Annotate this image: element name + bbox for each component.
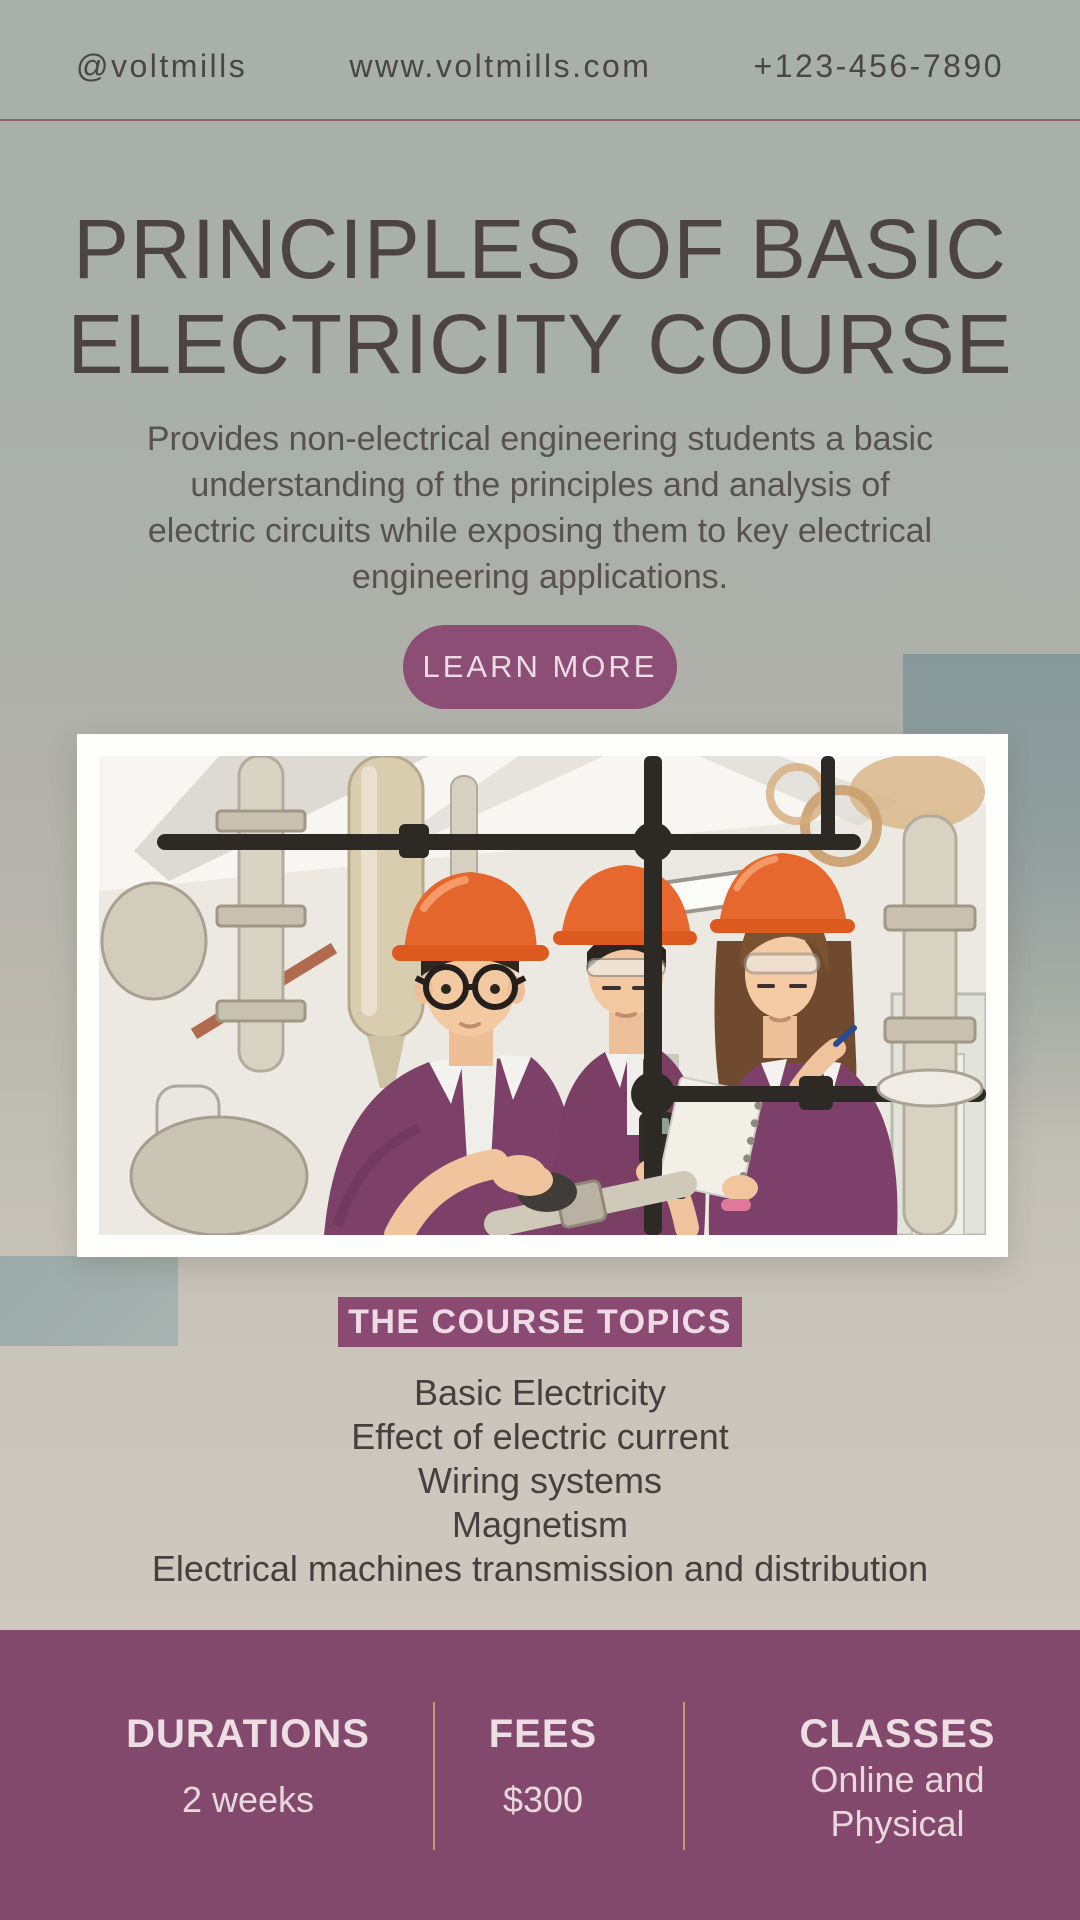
pink-wristband [721,1199,751,1211]
topic-item: Basic Electricity [413,1372,667,1413]
title-line-1: PRINCIPLES OF BASIC [73,202,1007,296]
topic-item: Wiring systems [417,1460,663,1501]
footer-col-classes [715,1710,1080,1846]
footer-col-fees [433,1710,653,1822]
fees-value: $300 [502,1779,584,1820]
classes-value: Online and Physical [810,1759,985,1844]
social-handle: @voltmills [76,48,248,84]
title-line-2: ELECTRICITY COURSE [67,297,1013,391]
footer-divider [683,1702,685,1850]
topics-heading: THE COURSE TOPICS [348,1302,732,1341]
top-bar [0,0,1080,121]
learn-more-button[interactable]: LEARN MORE [403,625,677,709]
description-line: electric circuits while exposing them to key electrical [147,512,933,550]
course-photo-illustration [99,756,986,1235]
phone-number: +123-456-7890 [753,48,1004,84]
description-line: engineering applications. [351,558,729,596]
course-description [90,416,990,600]
deco-square-left [0,1256,178,1346]
durations-value: 2 weeks [181,1779,315,1820]
durations-label: DURATIONS [126,1712,370,1756]
safety-goggles [745,954,819,973]
description-line: Provides non-electrical engineering students a basic [146,420,934,458]
footer-info-bar [0,1630,1080,1920]
classes-label: CLASSES [799,1712,996,1756]
topic-item: Electrical machines transmission and distribution [151,1548,929,1589]
topics-banner [338,1297,742,1347]
footer-col-durations [63,1710,433,1822]
topic-item: Effect of electric current [351,1416,729,1457]
fees-label: FEES [488,1712,598,1756]
topics-list [0,1371,1080,1591]
website-url: www.voltmills.com [349,48,652,84]
page-title [0,202,1080,392]
description-line: understanding of the principles and analysis of [190,466,890,504]
topic-item: Magnetism [451,1504,629,1545]
photo-frame [77,734,1008,1257]
